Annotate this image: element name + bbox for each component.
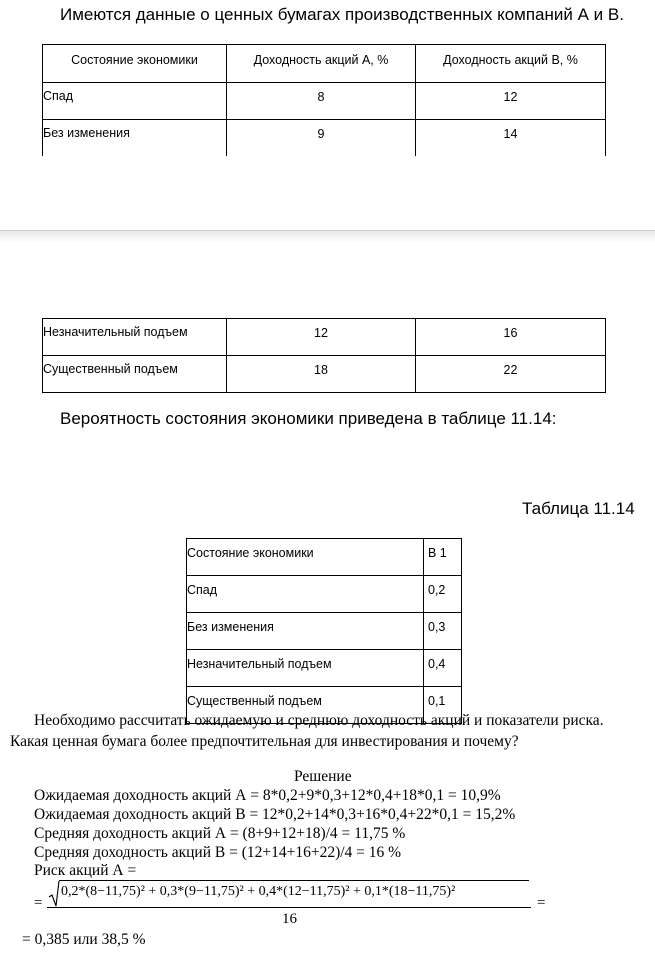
table-cell: 0,3 <box>424 613 462 650</box>
sqrt-radical-icon <box>48 880 60 908</box>
returns-table-bottom <box>42 318 606 393</box>
solution-line: Ожидаемая доходность акций В = 12*0,2+14*0,3+16*0,4+22*0,1 = 15,2% <box>34 806 516 823</box>
table-row <box>43 120 606 157</box>
table-row <box>187 613 462 650</box>
solution-line: Средняя доходность акций А = (8+9+12+18)/4 = 11,75 % <box>34 825 406 842</box>
task-line-1: Необходимо рассчитать ожидаемую и среднюю доходность акций и показатели риска. <box>34 712 604 729</box>
table-cell: 9 <box>227 120 416 157</box>
table-cell: Спад <box>187 576 424 613</box>
page-break-divider <box>0 230 655 231</box>
solution-line: Риск акций А = <box>34 862 137 879</box>
formula-equals-right: = <box>537 895 546 911</box>
formula-denominator: 16 <box>282 911 297 927</box>
table-row <box>187 650 462 687</box>
header-cell: Состояние экономики <box>43 45 227 83</box>
table-cell: Состояние экономики <box>187 539 424 576</box>
table-cell: Без изменения <box>187 613 424 650</box>
formula-result: = 0,385 или 38,5 % <box>22 931 146 948</box>
table-row <box>43 319 606 356</box>
table-row <box>187 539 462 576</box>
table-row <box>43 83 606 120</box>
table-cell: Без изменения <box>43 120 227 157</box>
table-cell: 16 <box>416 319 606 356</box>
solution-line: Средняя доходность акций В = (12+14+16+22)/4 = 16 % <box>34 844 402 861</box>
solution-heading: Решение <box>294 768 352 785</box>
table-cell: Незначительный подъем <box>187 650 424 687</box>
table-cell: 12 <box>416 83 606 120</box>
table-cell: Существенный подъем <box>187 687 424 724</box>
solution-line: Ожидаемая доходность акций А = 8*0,2+9*0,3+12*0,4+18*0,1 = 10,9% <box>34 787 501 804</box>
task-line-2: Какая ценная бумага более предпочтительная для инвестирования и почему? <box>10 733 519 750</box>
table-caption: Таблица 11.14 <box>522 499 635 518</box>
table-row <box>43 356 606 393</box>
table-row <box>187 576 462 613</box>
sqrt-vinculum <box>59 880 529 881</box>
page-break-shadow <box>0 230 655 242</box>
table-cell: 0,2 <box>424 576 462 613</box>
table-cell: Спад <box>43 83 227 120</box>
table-cell: 12 <box>227 319 416 356</box>
header-cell: Доходность акций В, % <box>416 45 606 83</box>
table-cell: В 1 <box>424 539 462 576</box>
header-cell: Доходность акций А, % <box>227 45 416 83</box>
table-cell: Существенный подъем <box>43 356 227 393</box>
table-cell: Незначительный подъем <box>43 319 227 356</box>
formula-equals-left: = <box>34 895 43 911</box>
table-cell: 0,1 <box>424 687 462 724</box>
table-cell: 8 <box>227 83 416 120</box>
page-title: Имеются данные о ценных бумагах производственных компаний А и В. <box>60 5 624 24</box>
probability-table <box>186 538 462 724</box>
table-cell: 0,4 <box>424 650 462 687</box>
table-cell: 14 <box>416 120 606 157</box>
formula-numerator: 0,2*(8−11,75)² + 0,3*(9−11,75)² + 0,4*(12−11,75)² + 0,1*(18−11,75)² <box>61 884 456 899</box>
table-cell: 18 <box>227 356 416 393</box>
fraction-bar <box>47 907 531 908</box>
table-header-row <box>43 45 606 83</box>
table-cell: 22 <box>416 356 606 393</box>
returns-table-top <box>42 44 606 156</box>
probability-intro: Вероятность состояния экономики приведена в таблице 11.14: <box>60 409 557 428</box>
